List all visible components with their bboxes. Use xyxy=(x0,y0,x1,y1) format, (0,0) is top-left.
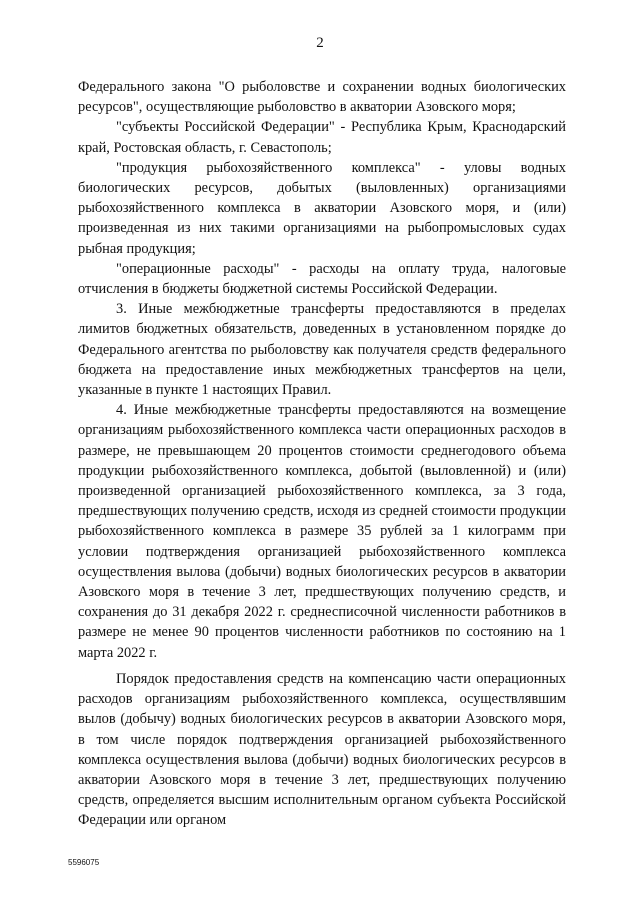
paragraph-definition-operating-costs: "операционные расходы" - расходы на оплату труда, налоговые отчисления в бюджеты бюджетной системы Российской Федерации. xyxy=(78,260,566,298)
document-body xyxy=(78,77,566,831)
paragraph-procedure: Порядок предоставления средств на компенсацию части операционных расходов организациям рыбохозяйственного комплекса, осуществлявшим вылов (добычу) водных биологических ресурсов в акватории Азовского моря, в том числе порядок подтверждения организацией рыбохозяйственного комплекса осуществления вылова (добычи) водных биологических ресурсов в акватории Азовского моря в течение 3 лет, предшествующих получению средств, определяется высшим исполнительным органом субъекта Российской Федерации или органом xyxy=(78,670,566,829)
document-code: 5596075 xyxy=(68,858,100,867)
paragraph-definition-products: "продукция рыбохозяйственного комплекса" - уловы водных биологических ресурсов, добытых (выловленных) организациями рыбохозяйственного комплекса в акватории Азовского моря, и (или) произведенная из них такими организациями на рыбопромысловых судах рыбная продукция; xyxy=(78,159,566,257)
paragraph-item-4: 4. Иные межбюджетные трансферты предоставляются на возмещение организациям рыбохозяйственного комплекса части операционных расходов в размере, не превышающем 20 процентов стоимости среднегодового объема продукции рыбохозяйственного комплекса, добытой (выловленной) и (или) произведенной организацией рыбохозяйственного комплекса, за 3 года, предшествующих получению средств, исходя из средней стоимости продукции рыбохозяйственного комплекса в размере 35 рублей за 1 килограмм при условии подтверждения организацией рыбохозяйственного комплекса осуществления вылова (добычи) водных биологических ресурсов в акватории Азовского моря в течение 3 лет, предшествующих получению средств, и сохранения до 31 декабря 2022 г. среднесписочной численности работников в размере не менее 90 процентов численности работников по состоянию на 1 марта 2022 г. xyxy=(78,402,566,661)
paragraph-definition-fishers-continued: Федерального закона "О рыболовстве и сохранении водных биологических ресурсов", осуществляющие рыболовство в акватории Азовского моря; xyxy=(78,79,566,116)
paragraph-item-3: 3. Иные межбюджетные трансферты предоставляются в пределах лимитов бюджетных обязательств, доведенных в установленном порядке до Федерального агентства по рыболовству как получателя средств федерального бюджета на предоставление иных межбюджетных трансфертов на цели, указанные в пункте 1 настоящих Правил. xyxy=(78,301,566,399)
page-number: 2 xyxy=(316,35,324,51)
paragraph-definition-subjects: "субъекты Российской Федерации" - Республика Крым, Краснодарский край, Ростовская область, г. Севастополь; xyxy=(78,119,566,156)
